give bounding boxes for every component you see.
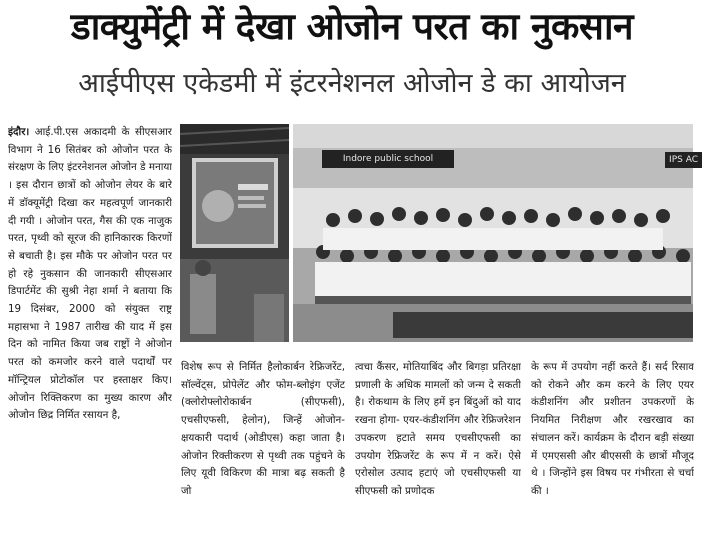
article-column-2 — [181, 359, 345, 539]
headline: डाक्युमेंट्री में देखा ओजोन परत का नुकसान — [70, 5, 634, 48]
subheadline: आईपीएस एकेडमी में इंटरनेशनल ओजोन डे का आयोजन — [78, 68, 626, 99]
school-banner-sign: Indore public school — [322, 150, 454, 168]
article-text-col1: आई.पी.एस अकादमी के सीएसआर विभाग ने 16 सितंबर को ओजोन परत के संरक्षण के लिए इंटरनेशनल ओजोन डे मनाया । इस दौरान छात्रों को ओजोन लेयर के बारे में डॉक्यूमेंट्री दिखा कर महत्वपूर्ण जानकारी दी गयी । ओजोन परत, गैस की एक नाजुक परत, पृथ्वी को सूरज की हानिकारक किरणों से बचाती है। इस मौके पर ओजोन परत पर हो रहे नुकसान की जानकारी सीएसआर डिपार्टमेंट की सुश्री नेहा शर्मा ने बताया कि 19 दिसंबर, 2000 को संयुक्त राष्ट्र महासभा ने 1987 तारीख की याद में इस दिन को नामित किया जब राष्ट्रों ने ओजोन परत को कमजोर करने वाले पदार्थों पर मॉन्ट्रियल प्रोटोकॉल पर हस्ताक्षर किए। ओजोन रिक्तिकरण का मुख्य कारण और ओजोन छिद्र निर्मित रसायन है, — [8, 126, 172, 422]
right-banner-sign: IPS AC — [665, 152, 702, 168]
article-column-1 — [8, 124, 172, 540]
article-text-col3: त्वचा कैंसर, मोतियाबिंद और बिगड़ा प्रतिरक्षा प्रणाली के अधिक मामलों को जन्म दे सकती है। रोकथाम के लिए हमें इन बिंदुओं को याद रखना होगा- एयर-कंडीशनिंग और रेफ्रिजरेशन उपकरण हटाते समय एचसीएफसी का उपयोग रेफ्रिजरेंट के रूप में न करें। ऐसे एरोसोल उत्पाद हटाएं जो एचसीएफसी या सीएफसी को प्रणोदक — [355, 361, 521, 497]
article-text-col2: विशेष रूप से निर्मित हैलोकार्बन रेफ्रिजरेंट, सॉल्वेंट्स, प्रोपेलेंट और फोम-ब्लोइंग एजेंट (क्लोरोफ्लोरोकार्बन (सीएफसी), एचसीएफसी, हेलोन), जिन्हें ओजोन-क्षयकारी पदार्थ (ओडीएस) कहा जाता है। ओजोन रिक्तीकरण से पृथ्वी तक पहुंचने के लिए यूवी विकिरण की मात्रा बढ़ सकती है जो — [181, 361, 345, 497]
dateline: इंदौर। — [8, 126, 30, 138]
photo-documentary-screening — [180, 124, 289, 342]
article-column-3 — [355, 359, 521, 539]
article-text-col4: के रूप में उपयोग नहीं करते हैं। सर्द रिसाव को रोकने और कम करने के लिए एयर कंडीशनिंग और प्रशीतन उपकरणों के नियमित निरीक्षण और रखरखाव का संचालन करें। कार्यक्रम के दौरान बड़ी संख्या में एमएससी और बीएससी के छात्रों मौजूद थे । जिन्होंने इस विषय पर गंभीरता से चर्चा की । — [531, 361, 694, 497]
article-column-4 — [531, 359, 694, 539]
